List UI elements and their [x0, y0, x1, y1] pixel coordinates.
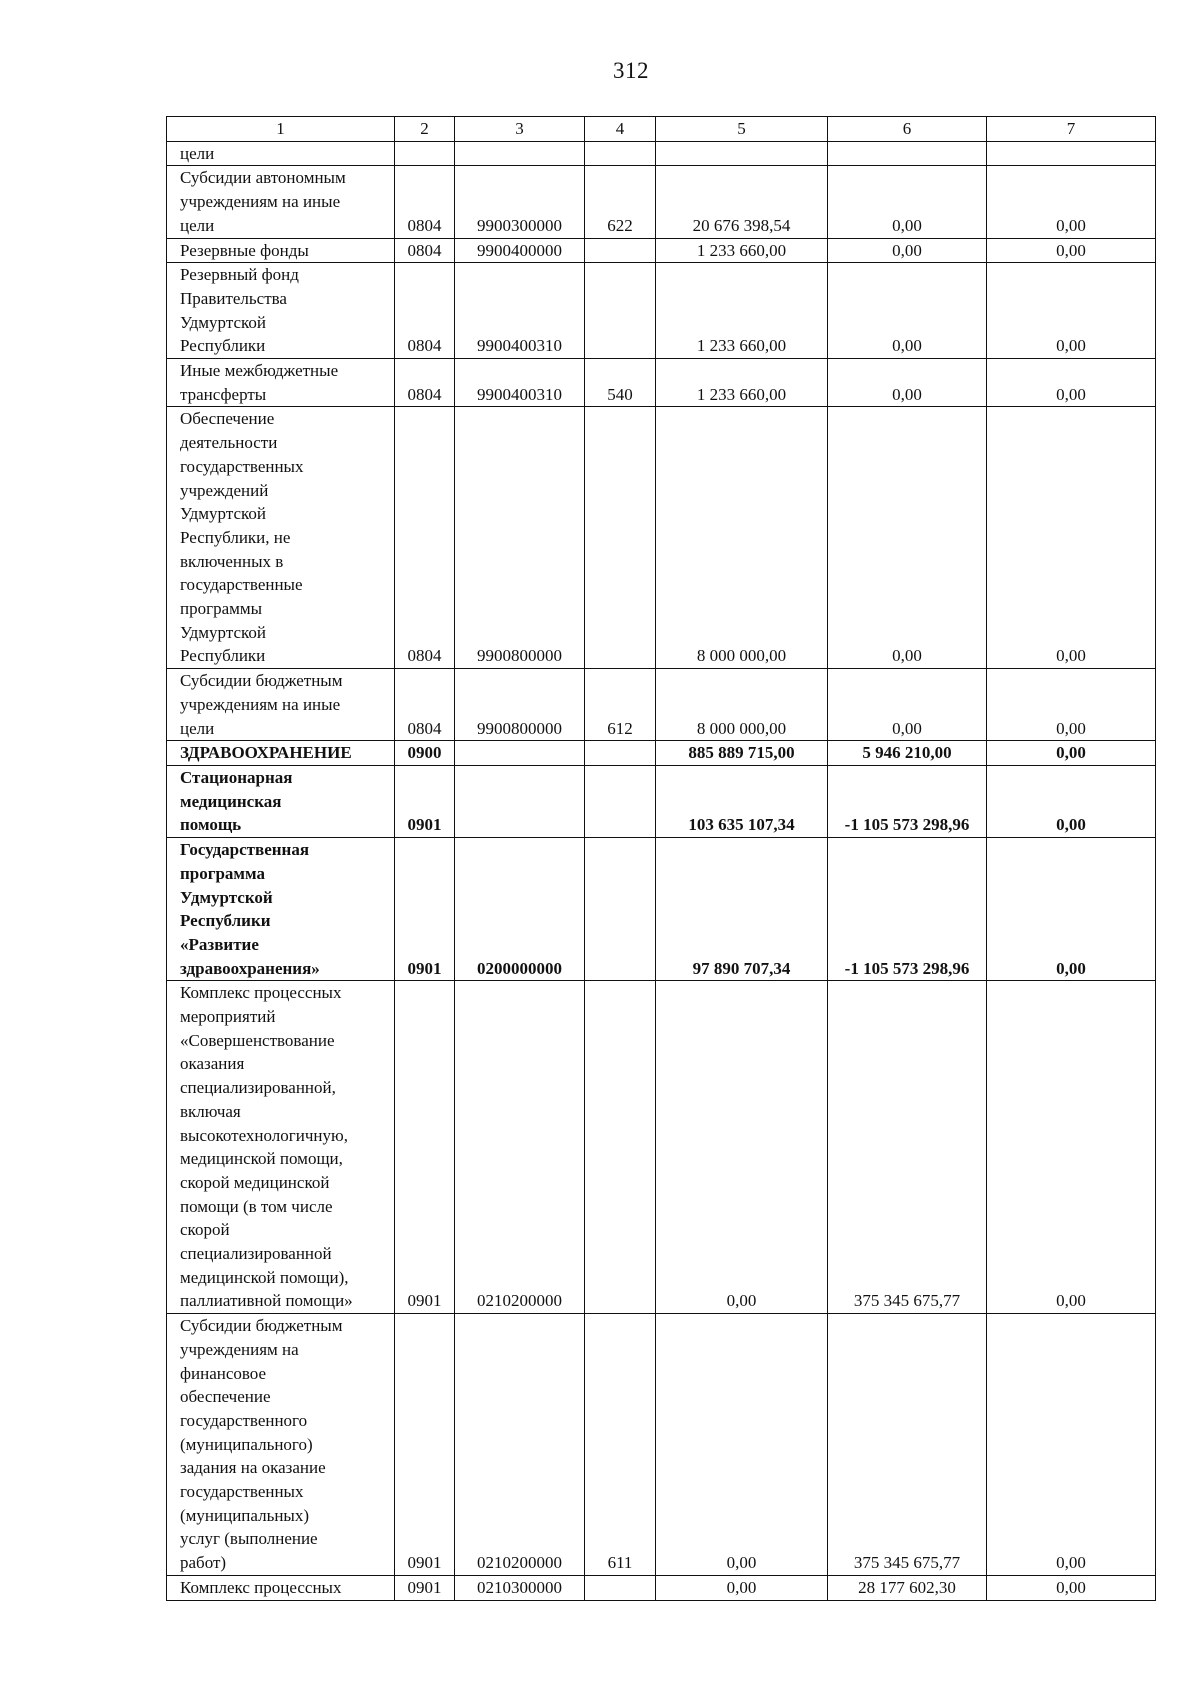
- section-code-cell: 0804: [395, 166, 455, 238]
- row-name-cell: Резервный фонд Правительства Удмуртской Республики: [167, 263, 395, 359]
- row-name-cell: Комплекс процессных: [167, 1575, 395, 1600]
- amount-col6-cell: 28 177 602,30: [828, 1575, 987, 1600]
- table-row: [167, 741, 1156, 766]
- table-row: [167, 669, 1156, 741]
- row-name-cell: Стационарная медицинская помощь: [167, 765, 395, 837]
- amount-col6-cell: 5 946 210,00: [828, 741, 987, 766]
- row-name-cell: ЗДРАВООХРАНЕНИЕ: [167, 741, 395, 766]
- section-code-cell: 0901: [395, 981, 455, 1314]
- column-header: 4: [585, 117, 656, 142]
- amount-col5-cell: 1 233 660,00: [656, 359, 828, 407]
- expense-type-cell: 612: [585, 669, 656, 741]
- amount-col6-cell: 375 345 675,77: [828, 1314, 987, 1576]
- amount-col7-cell: 0,00: [987, 238, 1156, 263]
- amount-col7-cell: 0,00: [987, 1575, 1156, 1600]
- section-code-cell: 0804: [395, 238, 455, 263]
- amount-col6-cell: 0,00: [828, 166, 987, 238]
- expense-type-cell: [585, 238, 656, 263]
- expense-type-cell: 622: [585, 166, 656, 238]
- amount-col6-cell: -1 105 573 298,96: [828, 765, 987, 837]
- amount-col6-cell: 0,00: [828, 238, 987, 263]
- amount-col7-cell: 0,00: [987, 669, 1156, 741]
- table-row: [167, 141, 1156, 166]
- target-article-cell: [455, 741, 585, 766]
- table-header-row: [167, 117, 1156, 142]
- target-article-cell: 0200000000: [455, 838, 585, 981]
- amount-col6-cell: 0,00: [828, 407, 987, 669]
- row-name-cell: Резервные фонды: [167, 238, 395, 263]
- table-row: [167, 1575, 1156, 1600]
- row-name-cell: цели: [167, 141, 395, 166]
- amount-col5-cell: 885 889 715,00: [656, 741, 828, 766]
- amount-col7-cell: 0,00: [987, 263, 1156, 359]
- amount-col7-cell: 0,00: [987, 981, 1156, 1314]
- section-code-cell: 0901: [395, 765, 455, 837]
- expense-type-cell: [585, 407, 656, 669]
- column-header: 2: [395, 117, 455, 142]
- table-row: [167, 263, 1156, 359]
- amount-col6-cell: 0,00: [828, 669, 987, 741]
- expense-type-cell: [585, 1575, 656, 1600]
- amount-col7-cell: 0,00: [987, 1314, 1156, 1576]
- section-code-cell: 0901: [395, 838, 455, 981]
- amount-col5-cell: [656, 141, 828, 166]
- amount-col7-cell: 0,00: [987, 765, 1156, 837]
- section-code-cell: 0804: [395, 359, 455, 407]
- section-code-cell: 0901: [395, 1314, 455, 1576]
- target-article-cell: 9900400310: [455, 263, 585, 359]
- amount-col6-cell: 375 345 675,77: [828, 981, 987, 1314]
- table-row: [167, 1314, 1156, 1576]
- table-row: [167, 981, 1156, 1314]
- target-article-cell: 0210200000: [455, 981, 585, 1314]
- target-article-cell: 0210200000: [455, 1314, 585, 1576]
- section-code-cell: 0901: [395, 1575, 455, 1600]
- expense-type-cell: [585, 981, 656, 1314]
- expense-type-cell: [585, 765, 656, 837]
- expense-type-cell: 611: [585, 1314, 656, 1576]
- expense-type-cell: [585, 141, 656, 166]
- row-name-cell: Субсидии бюджетным учреждениям на иные цели: [167, 669, 395, 741]
- target-article-cell: 9900800000: [455, 669, 585, 741]
- expense-type-cell: [585, 741, 656, 766]
- amount-col7-cell: 0,00: [987, 838, 1156, 981]
- amount-col5-cell: 1 233 660,00: [656, 238, 828, 263]
- column-header: 1: [167, 117, 395, 142]
- amount-col7-cell: 0,00: [987, 359, 1156, 407]
- amount-col7-cell: 0,00: [987, 166, 1156, 238]
- target-article-cell: [455, 765, 585, 837]
- row-name-cell: Иные межбюджетные трансферты: [167, 359, 395, 407]
- section-code-cell: 0804: [395, 669, 455, 741]
- amount-col7-cell: 0,00: [987, 407, 1156, 669]
- expense-type-cell: [585, 263, 656, 359]
- row-name-cell: Комплекс процессных мероприятий «Совершенствование оказания специализированной, включая высокотехнологичную, медицинской помощи, скорой медицинской помощи (в том числе скорой специализированной медицинской помощи), паллиативной помощи»: [167, 981, 395, 1314]
- amount-col6-cell: [828, 141, 987, 166]
- amount-col7-cell: [987, 141, 1156, 166]
- column-header: 3: [455, 117, 585, 142]
- row-name-cell: Государственная программа Удмуртской Республики «Развитие здравоохранения»: [167, 838, 395, 981]
- amount-col5-cell: 0,00: [656, 1314, 828, 1576]
- budget-table: [166, 116, 1156, 1601]
- target-article-cell: 9900400310: [455, 359, 585, 407]
- amount-col5-cell: 103 635 107,34: [656, 765, 828, 837]
- amount-col5-cell: 0,00: [656, 1575, 828, 1600]
- section-code-cell: 0900: [395, 741, 455, 766]
- table-row: [167, 838, 1156, 981]
- column-header: 6: [828, 117, 987, 142]
- row-name-cell: Субсидии автономным учреждениям на иные цели: [167, 166, 395, 238]
- target-article-cell: 9900400000: [455, 238, 585, 263]
- target-article-cell: 9900800000: [455, 407, 585, 669]
- expense-type-cell: 540: [585, 359, 656, 407]
- amount-col5-cell: 8 000 000,00: [656, 669, 828, 741]
- expense-type-cell: [585, 838, 656, 981]
- section-code-cell: 0804: [395, 263, 455, 359]
- amount-col6-cell: -1 105 573 298,96: [828, 838, 987, 981]
- amount-col5-cell: 1 233 660,00: [656, 263, 828, 359]
- section-code-cell: 0804: [395, 407, 455, 669]
- table-row: [167, 238, 1156, 263]
- target-article-cell: [455, 141, 585, 166]
- column-header: 7: [987, 117, 1156, 142]
- amount-col5-cell: 8 000 000,00: [656, 407, 828, 669]
- table-row: [167, 765, 1156, 837]
- target-article-cell: 9900300000: [455, 166, 585, 238]
- table-row: [167, 166, 1156, 238]
- amount-col5-cell: 0,00: [656, 981, 828, 1314]
- column-header: 5: [656, 117, 828, 142]
- amount-col5-cell: 97 890 707,34: [656, 838, 828, 981]
- target-article-cell: 0210300000: [455, 1575, 585, 1600]
- table-row: [167, 359, 1156, 407]
- section-code-cell: [395, 141, 455, 166]
- table-row: [167, 407, 1156, 669]
- amount-col6-cell: 0,00: [828, 359, 987, 407]
- amount-col6-cell: 0,00: [828, 263, 987, 359]
- page-number: 312: [613, 58, 649, 83]
- amount-col7-cell: 0,00: [987, 741, 1156, 766]
- row-name-cell: Обеспечение деятельности государственных учреждений Удмуртской Республики, не включенных в государственные программы Удмуртской Республики: [167, 407, 395, 669]
- amount-col5-cell: 20 676 398,54: [656, 166, 828, 238]
- row-name-cell: Субсидии бюджетным учреждениям на финансовое обеспечение государственного (муниципального) задания на оказание государственных (муниципальных) услуг (выполнение работ): [167, 1314, 395, 1576]
